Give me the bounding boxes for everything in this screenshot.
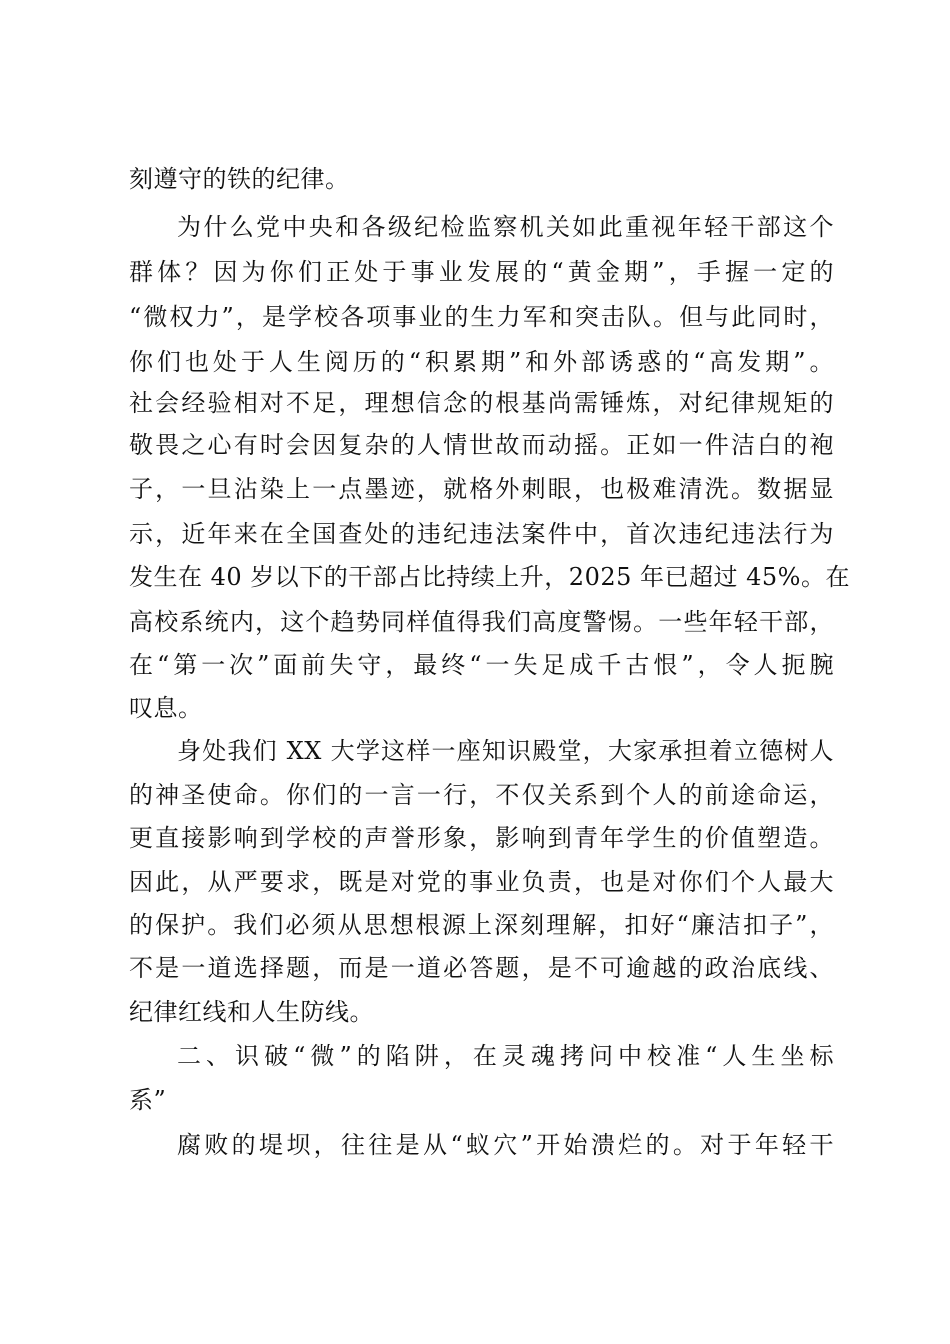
section-heading-continued: 系”	[129, 1086, 167, 1114]
section-heading: 二、识破“微”的陷阱，在灵魂拷问中校准“人生坐标	[177, 1042, 834, 1070]
text-line: 示，近年来在全国查处的违纪违法案件中，首次违纪违法行为	[129, 520, 834, 548]
text-line: 腐败的堤坝，往往是从“蚁穴”开始溃烂的。对于年轻干	[177, 1131, 834, 1159]
text-line: 刻遵守的铁的纪律。	[129, 165, 350, 193]
text-line: “微权力”，是学校各项事业的生力军和突击队。但与此同时，	[129, 303, 834, 331]
text-line: 在“第一次”面前失守，最终“一失足成千古恨”，令人扼腕	[129, 651, 834, 679]
text-line: 因此，从严要求，既是对党的事业负责，也是对你们个人最大	[129, 868, 834, 896]
text-line: 你们也处于人生阅历的“积累期”和外部诱惑的“高发期”。	[129, 348, 834, 376]
text-line: 敬畏之心有时会因复杂的人情世故而动摇。正如一件洁白的袍	[129, 431, 834, 459]
text-line: 的保护。我们必须从思想根源上深刻理解，扣好“廉洁扣子”，	[129, 911, 834, 939]
text-line: 不是一道选择题，而是一道必答题，是不可逾越的政治底线、	[129, 954, 834, 982]
text-line: 更直接影响到学校的声誉形象，影响到青年学生的价值塑造。	[129, 824, 834, 852]
text-line: 身处我们 XX 大学这样一座知识殿堂，大家承担着立德树人	[177, 737, 834, 765]
text-line: 社会经验相对不足，理想信念的根基尚需锤炼，对纪律规矩的	[129, 389, 834, 417]
text-line: 发生在 40 岁以下的干部占比持续上升，2025 年已超过 45%。在	[129, 563, 850, 591]
text-line: 叹息。	[129, 694, 203, 722]
text-line: 群体？因为你们正处于事业发展的“黄金期”，手握一定的	[129, 258, 834, 286]
text-line: 的神圣使命。你们的一言一行，不仅关系到个人的前途命运，	[129, 781, 834, 809]
text-line: 子，一旦沾染上一点墨迹，就格外刺眼，也极难清洗。数据显	[129, 475, 834, 503]
text-line: 高校系统内，这个趋势同样值得我们高度警惕。一些年轻干部，	[129, 608, 834, 636]
text-line: 为什么党中央和各级纪检监察机关如此重视年轻干部这个	[177, 213, 834, 241]
text-line: 纪律红线和人生防线。	[129, 998, 374, 1026]
